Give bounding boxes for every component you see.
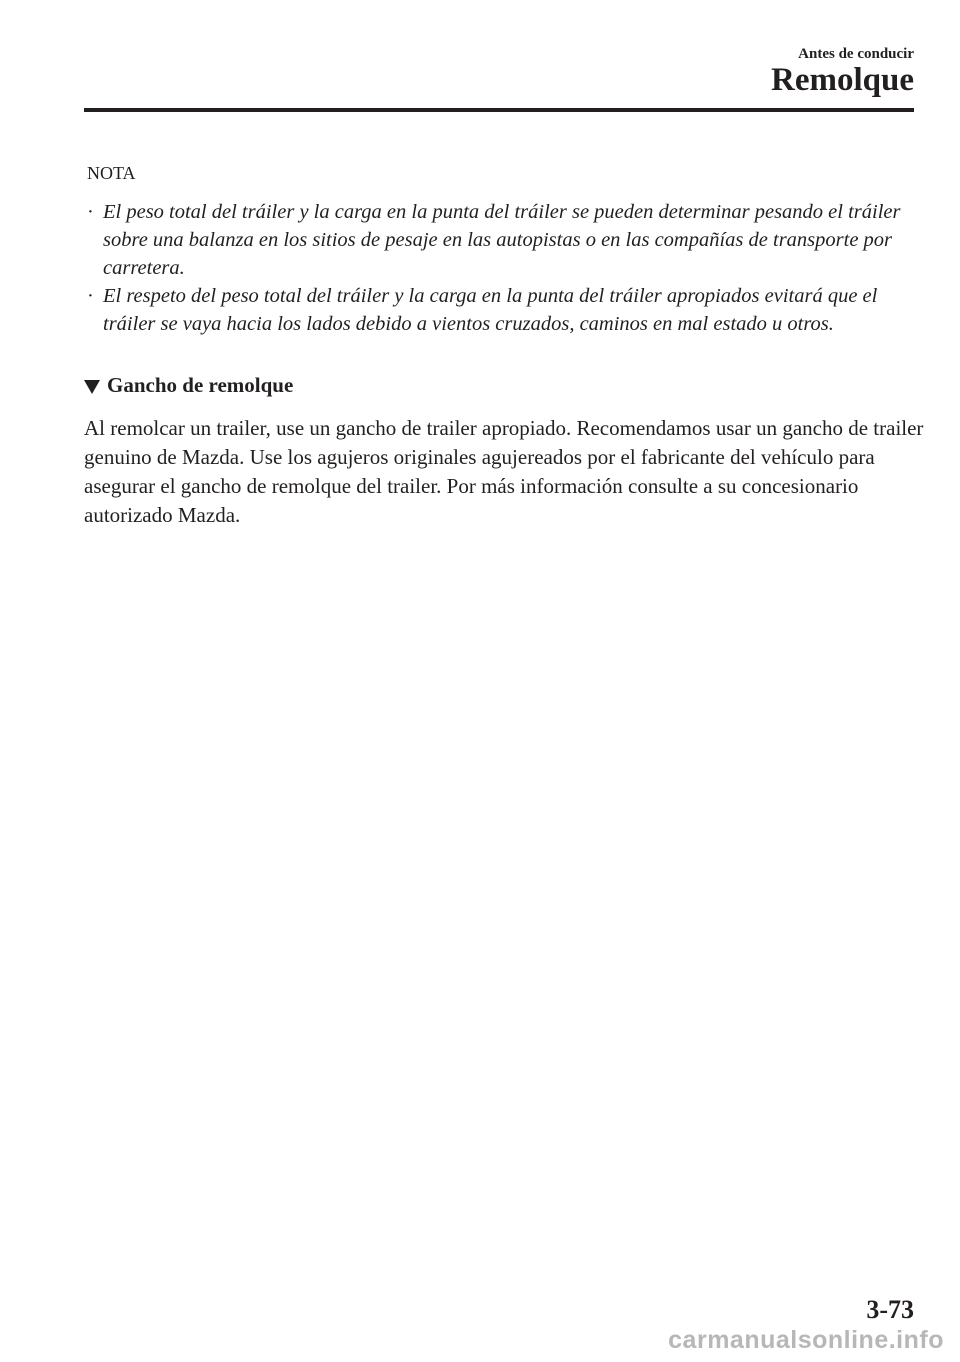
bullet-icon: · <box>87 285 94 307</box>
note-item <box>78 282 918 338</box>
section-body-text: Al remolcar un trailer, use un gancho de trailer apropiado. Recomendamos usar un gancho de trailer genuino de Mazda. Use los agujeros originales agujereados por el fabricante del vehículo para asegurar el gancho de remolque del trailer. Por más información consulte a su concesionario autorizado Mazda. <box>84 416 924 527</box>
section-heading <box>84 373 293 398</box>
note-list <box>78 198 918 338</box>
bullet-icon: · <box>87 201 94 223</box>
note-item-text: El respeto del peso total del tráiler y la carga en la punta del tráiler apropiados evitará que el tráiler se vaya hacia los lados debido a vientos cruzados, caminos en mal estado u otros. <box>103 285 878 335</box>
section-heading-text: Gancho de remolque <box>107 373 294 397</box>
note-item-text: El peso total del tráiler y la carga en la punta del tráiler se pueden determinar pesando el tráiler sobre una balanza en los sitios de pesaje en las autopistas o en las compañías de transporte por carretera. <box>103 201 901 279</box>
page-title: Remolque <box>771 62 914 98</box>
header-divider <box>84 108 914 112</box>
triangle-down-icon <box>84 380 100 394</box>
note-label: NOTA <box>87 163 136 183</box>
note-item <box>78 198 918 282</box>
header-section-label: Antes de conducir <box>798 46 914 62</box>
watermark: carmanualsonline.info <box>668 1326 944 1354</box>
page-number: 3-73 <box>866 1295 914 1324</box>
